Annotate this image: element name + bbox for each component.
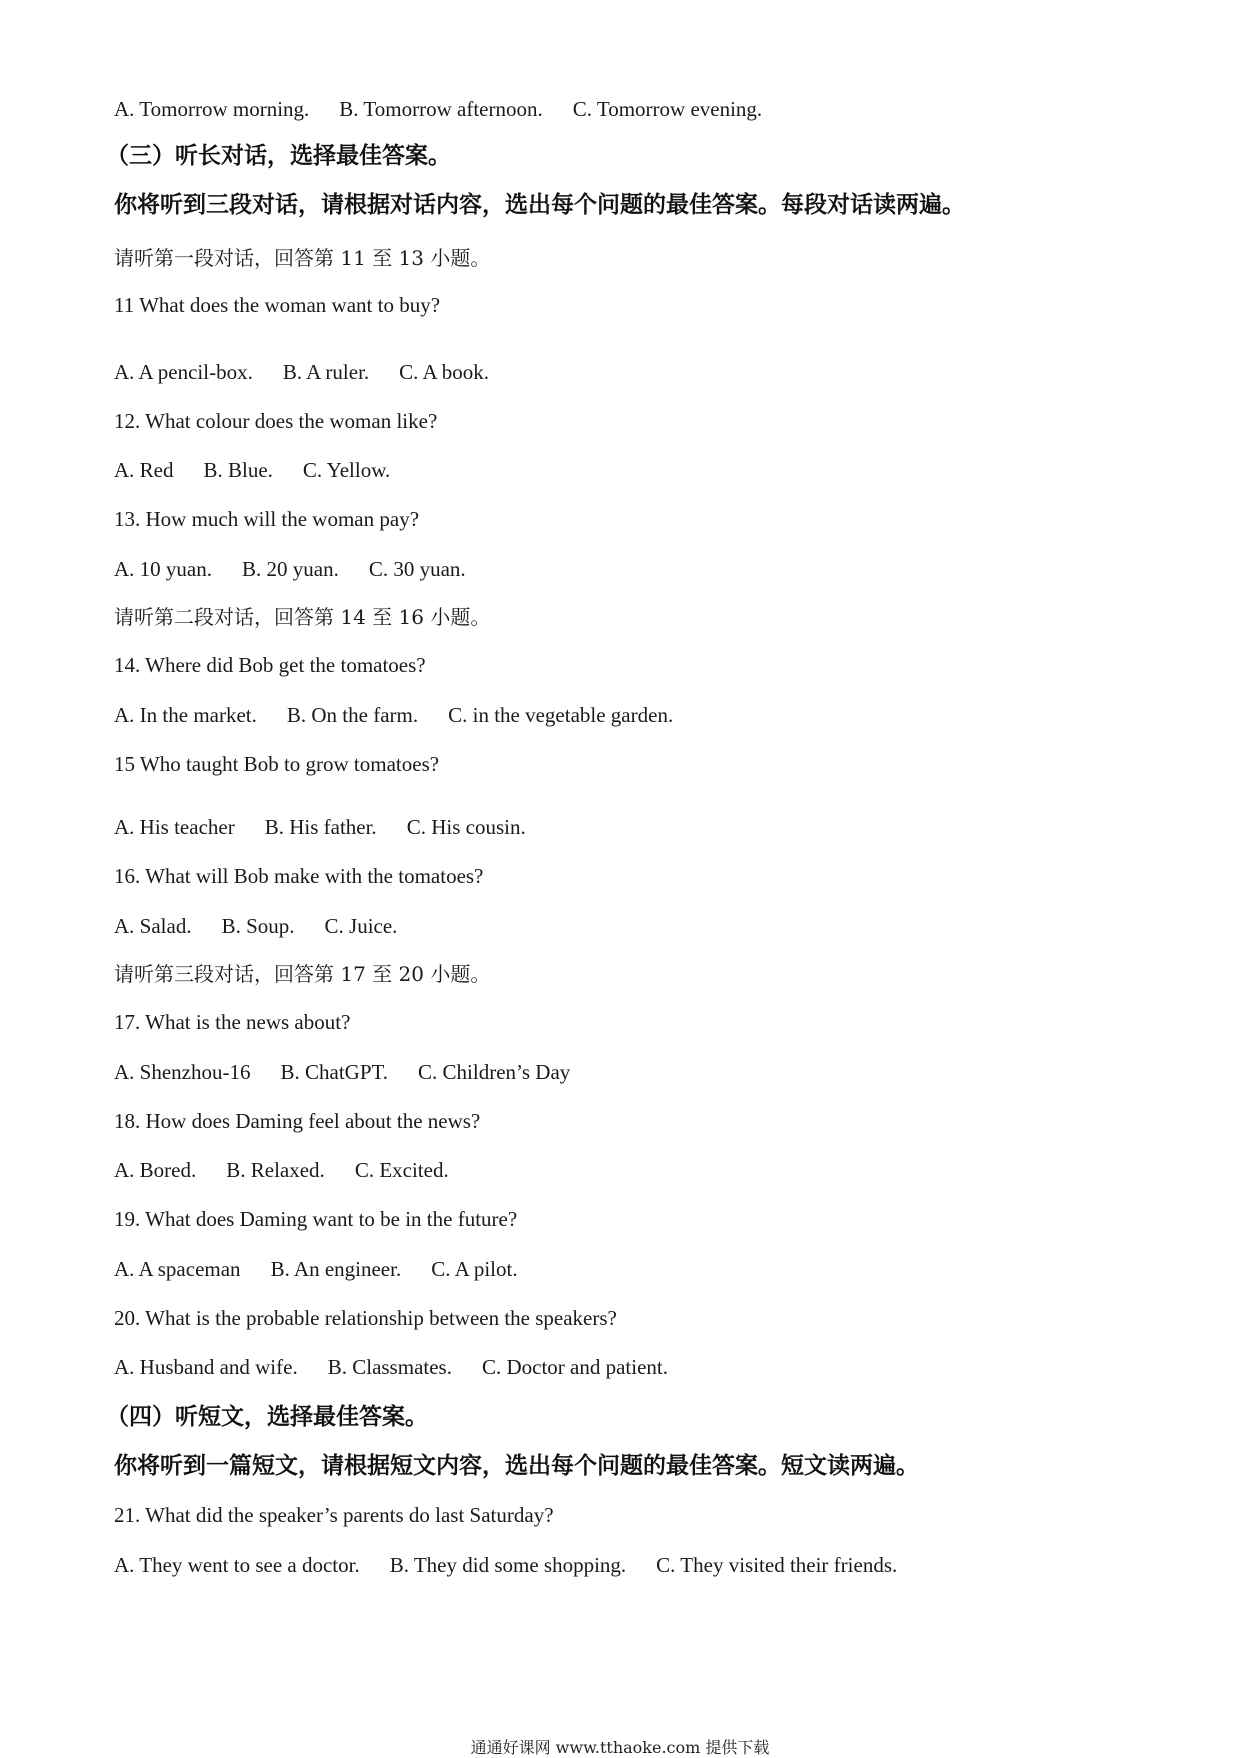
answer-option: B. Classmates.: [327, 1355, 452, 1379]
answer-option: C. Juice.: [324, 914, 398, 938]
question-text: 20. What is the probable relationship between the speakers?: [114, 1306, 617, 1330]
answer-option: B. ChatGPT.: [280, 1060, 389, 1084]
question-text: 18. How does Daming feel about the news?: [114, 1109, 481, 1133]
answer-option: A. In the market.: [114, 703, 257, 727]
section-instruction: 你将听到三段对话，请根据对话内容，选出每个问题的最佳答案。每段对话读两遍。: [114, 192, 965, 218]
answer-option: B. Blue.: [203, 458, 273, 482]
answer-option: C. Excited.: [354, 1158, 449, 1182]
question-text: 14. Where did Bob get the tomatoes?: [114, 653, 426, 677]
answer-option: A. 10 yuan.: [114, 557, 212, 581]
answer-option: A. Red: [114, 458, 174, 482]
answer-option: C. They visited their friends.: [656, 1553, 898, 1577]
answer-options: [114, 1160, 449, 1181]
answer-options: [114, 1062, 570, 1083]
answer-option: A. Tomorrow morning.: [114, 97, 310, 121]
answer-option: C. Doctor and patient.: [481, 1355, 669, 1379]
answer-option: A. Shenzhou-16: [114, 1060, 251, 1084]
answer-option: B. A ruler.: [282, 360, 370, 384]
answer-options: [114, 1259, 518, 1280]
answer-options: [114, 559, 466, 580]
section-instruction: 你将听到一篇短文，请根据短文内容，选出每个问题的最佳答案。短文读两遍。: [114, 1453, 919, 1479]
answer-option: A. A spaceman: [114, 1257, 241, 1281]
answer-option: B. 20 yuan.: [242, 557, 339, 581]
answer-option: B. His father.: [264, 815, 377, 839]
answer-options: [114, 705, 673, 726]
answer-option: A. Husband and wife.: [114, 1355, 298, 1379]
question-text: 17. What is the news about?: [114, 1010, 351, 1034]
dialogue-note: 请听第三段对话，回答第 17 至 20 小题。: [114, 962, 491, 986]
answer-option: B. An engineer.: [270, 1257, 402, 1281]
answer-option: B. Tomorrow afternoon.: [339, 97, 543, 121]
answer-option: B. On the farm.: [286, 703, 419, 727]
answer-option: C. A pilot.: [431, 1257, 518, 1281]
answer-option: C. Yellow.: [302, 458, 391, 482]
dialogue-note: 请听第二段对话，回答第 14 至 16 小题。: [114, 605, 491, 629]
answer-options: [114, 362, 489, 383]
question-text: 11 What does the woman want to buy?: [114, 293, 441, 317]
dialogue-note: 请听第一段对话，回答第 11 至 13 小题。: [114, 246, 491, 270]
answer-options: [114, 916, 397, 937]
answer-options: [114, 1357, 668, 1378]
answer-options: [114, 817, 526, 838]
question-text: 15 Who taught Bob to grow tomatoes?: [114, 752, 440, 776]
question-text: 16. What will Bob make with the tomatoes?: [114, 864, 484, 888]
answer-option: A. His teacher: [114, 815, 235, 839]
answer-option: A. Bored.: [114, 1158, 197, 1182]
section-heading: （四）听短文，选择最佳答案。: [106, 1404, 428, 1430]
question-text: 19. What does Daming want to be in the future?: [114, 1207, 518, 1231]
page-footer: 通通好课网 www.tthaoke.com 提供下载: [470, 1738, 770, 1757]
answer-option: C. in the vegetable garden.: [448, 703, 674, 727]
answer-option: B. They did some shopping.: [389, 1553, 627, 1577]
answer-options: [114, 1555, 897, 1576]
answer-option: C. 30 yuan.: [368, 557, 466, 581]
answer-option: C. A book.: [399, 360, 490, 384]
section-heading: （三）听长对话，选择最佳答案。: [106, 143, 451, 169]
answer-option: C. His cousin.: [406, 815, 526, 839]
question-text: 21. What did the speaker’s parents do last Saturday?: [114, 1503, 554, 1527]
answer-option: A. A pencil-box.: [114, 360, 253, 384]
answer-option: B. Relaxed.: [226, 1158, 325, 1182]
answer-option: A. Salad.: [114, 914, 192, 938]
question-text: 13. How much will the woman pay?: [114, 507, 420, 531]
answer-option: C. Tomorrow evening.: [572, 97, 763, 121]
answer-options: [114, 99, 762, 120]
answer-option: C. Children’s Day: [418, 1060, 571, 1084]
answer-option: A. They went to see a doctor.: [114, 1553, 360, 1577]
question-text: 12. What colour does the woman like?: [114, 409, 438, 433]
answer-option: B. Soup.: [221, 914, 295, 938]
answer-options: [114, 460, 390, 481]
